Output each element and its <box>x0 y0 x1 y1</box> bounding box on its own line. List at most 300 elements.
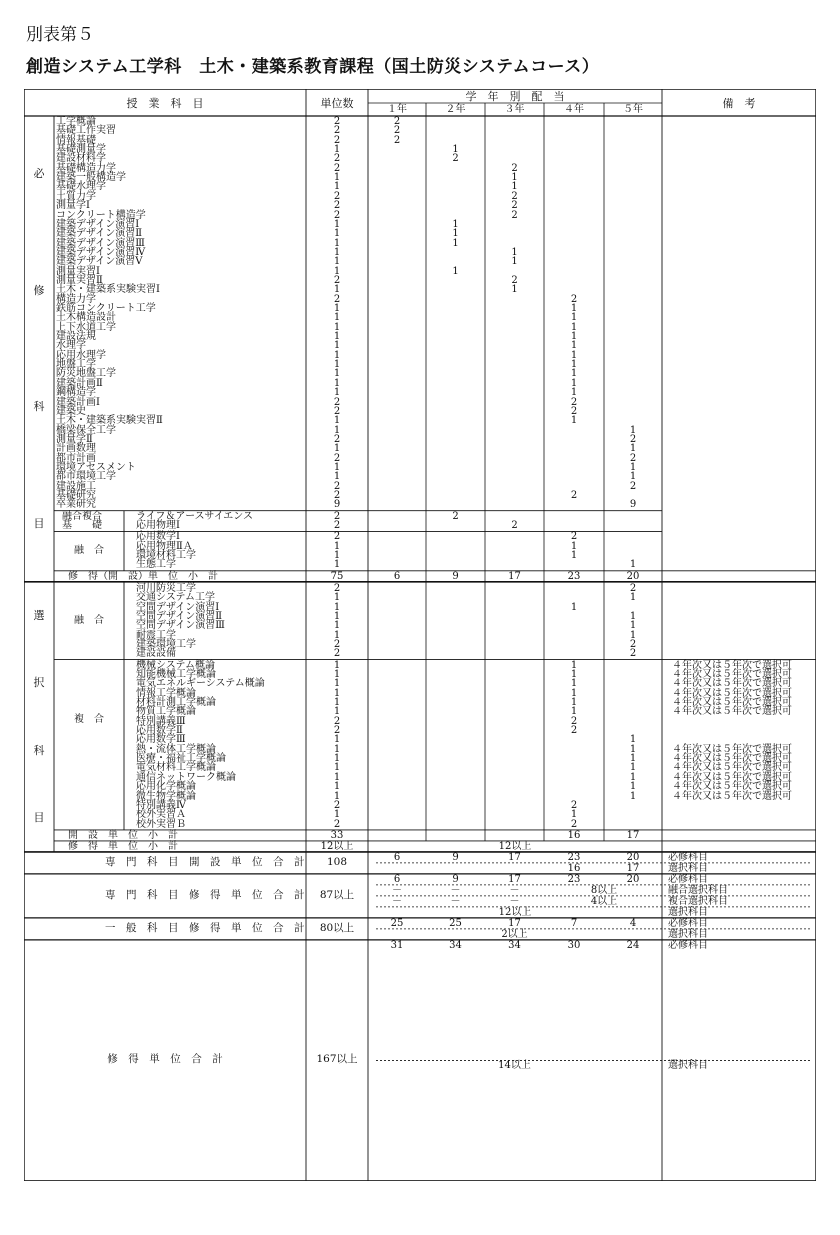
section-label-elective-1: 択 <box>33 676 45 690</box>
year-cell-y3: 2 <box>511 162 518 174</box>
total-grand-line2-y3: 14以上 <box>498 1060 531 1072</box>
credit-cell: 2 <box>333 162 341 174</box>
subject-name: 工学概論 <box>56 116 96 127</box>
subject-name: 建設法規 <box>56 331 96 343</box>
total-grand-line2-note: 選択科目 <box>668 1060 708 1072</box>
year-cell-y4: 1 <box>570 303 578 314</box>
subject-name: ライフ＆アースサイエンス <box>136 510 253 522</box>
total-senmon_earn-line1-y4: 23 <box>567 873 581 885</box>
credit-cell: 2 <box>333 405 341 417</box>
total-credits-grand: 167以上 <box>316 1053 358 1066</box>
year-cell-y5: 1 <box>629 592 637 604</box>
section-label-required-0: 必 <box>33 167 45 181</box>
year-cell-y1: 2 <box>393 116 401 127</box>
total-ippan_earn-line1-y2: 25 <box>449 917 462 929</box>
year-cell-y3: 2 <box>511 209 518 221</box>
total-grand-line1-y2: 34 <box>449 939 462 951</box>
subject-name: 測量実習Ⅰ <box>56 265 100 277</box>
credit-cell: 1 <box>333 629 341 641</box>
subject-name: 電気エネルギーシステム概論 <box>136 678 265 690</box>
total-senmon_open-line1-y5: 20 <box>626 851 640 863</box>
year-cell-y4: 1 <box>570 550 578 562</box>
header-year-dist: 学 年 別 配 当 <box>465 90 565 103</box>
year-cell-y4: 1 <box>570 697 578 708</box>
subject-name: 建築史 <box>56 405 86 417</box>
total-grand-line1-y1: 31 <box>390 939 404 951</box>
subject-name: 卒業研究 <box>56 499 96 511</box>
credit-cell: 2 <box>333 715 341 727</box>
credit-cell: 1 <box>333 415 341 427</box>
subject-name: 基礎工作実習 <box>56 125 116 137</box>
year-cell-y3: 2 <box>511 520 518 532</box>
credit-cell: 9 <box>333 499 341 511</box>
year-cell-y5: 1 <box>629 743 637 755</box>
year-cell-y5: 1 <box>629 753 637 765</box>
year-cell-y5: 1 <box>629 771 637 783</box>
total-senmon_earn-line1-y3: 17 <box>508 873 521 885</box>
header-subjects: 授 業 科 目 <box>126 97 204 110</box>
credit-cell: 1 <box>333 687 341 699</box>
year-cell-y5: 1 <box>629 471 637 483</box>
year-cell-y4: 2 <box>570 799 578 811</box>
credit-cell: 2 <box>333 134 341 146</box>
total-senmon_earn-line1-y1: 6 <box>393 873 401 885</box>
year-cell-y5: 1 <box>629 790 637 802</box>
subject-name: 校外実習Ａ <box>136 809 186 821</box>
total-label-senmon_earn: 専 門 科 目 修 得 単 位 合 計 <box>105 888 305 901</box>
subject-name: 鉄筋コンクリート工学 <box>56 303 156 314</box>
credit-cell: 1 <box>333 753 341 765</box>
group-label-fukugo-kiso-2: 基 礎 <box>62 520 102 532</box>
year-cell-y5: 1 <box>629 762 637 774</box>
subject-name: 建築デザイン演習Ⅲ <box>56 237 145 249</box>
subject-name: 通信ネットワーク概論 <box>136 771 236 783</box>
subject-name: 建築デザイン演習Ⅳ <box>56 246 146 258</box>
year-cell-y5: 1 <box>629 734 637 746</box>
credit-cell: 1 <box>333 592 341 604</box>
total-ippan_earn-line2-y3: 2以上 <box>501 928 528 940</box>
year-cell-y5: 2 <box>629 638 637 650</box>
year-cell-y5: 2 <box>629 582 637 594</box>
subject-name: 熱・流体工学概論 <box>136 743 216 755</box>
year-cell-y5: 2 <box>629 433 637 445</box>
credit-cell: 2 <box>333 190 341 202</box>
subject-name: 物質工学概論 <box>136 706 196 718</box>
credit-cell: 2 <box>333 153 341 165</box>
remark-cell: ４年次又は５年次で選択可 <box>672 790 792 802</box>
subject-name: 地盤工学 <box>56 359 96 371</box>
credit-cell: 1 <box>333 706 341 718</box>
year-cell-y4: 2 <box>570 490 578 501</box>
subject-name: 応用物理ⅡＡ <box>136 540 193 552</box>
credit-cell: 2 <box>333 490 341 501</box>
subject-name: 土木・建築系実験実習Ⅱ <box>56 415 163 427</box>
subject-name: 環境アセスメント <box>56 461 136 473</box>
subject-name: 橋梁保全工学 <box>56 424 116 436</box>
subject-name: 基礎構造力学 <box>56 162 116 174</box>
total-ippan_earn-line1-y1: 25 <box>390 917 404 929</box>
subject-name: 鋼構造学 <box>56 387 96 399</box>
header-year-5: ５年 <box>623 104 643 115</box>
credit-cell: 1 <box>333 246 341 258</box>
credit-cell: 1 <box>333 601 341 613</box>
year-cell-y1: 2 <box>393 134 401 146</box>
year-cell-y2: 1 <box>452 144 459 156</box>
subject-name: 測量学Ⅱ <box>56 433 93 445</box>
elective-open-subtotal-y4: 16 <box>567 829 581 841</box>
credit-cell: 1 <box>333 228 341 240</box>
credit-cell: 2 <box>333 200 341 212</box>
total-senmon_earn-line2-y2: － <box>450 884 461 896</box>
credit-cell: 1 <box>333 331 341 343</box>
year-cell-y4: 1 <box>570 415 578 427</box>
credit-cell: 2 <box>333 818 341 830</box>
year-cell-y3: 2 <box>511 200 518 212</box>
credit-cell: 1 <box>333 781 341 793</box>
subject-name: 材料計測工学概論 <box>136 697 216 708</box>
header-credits: 単位数 <box>320 97 354 110</box>
subject-name: 空間デザイン演習Ⅱ <box>136 610 223 622</box>
required-subtotal-y5: 20 <box>626 570 640 582</box>
total-label-ippan_earn: 一 般 科 目 修 得 単 位 合 計 <box>105 921 305 934</box>
subject-name: 水理学 <box>56 340 86 352</box>
year-cell-y4: 2 <box>570 293 578 305</box>
year-cell-y3: 2 <box>511 190 518 202</box>
elective-open-subtotal-y5: 17 <box>626 829 640 841</box>
year-cell-y5: 1 <box>629 610 637 622</box>
subject-name: 環境材料工学 <box>136 550 196 562</box>
curriculum-table <box>24 89 816 1181</box>
credit-cell: 1 <box>333 424 341 436</box>
credit-cell: 2 <box>333 452 341 464</box>
credit-cell: 1 <box>333 697 341 708</box>
subject-name: 計画数理 <box>56 443 96 455</box>
doc-label: 別表第５ <box>26 25 94 45</box>
subject-name: 情報基礎 <box>56 134 96 146</box>
credit-cell: 2 <box>333 799 341 811</box>
total-senmon_earn-line4-span: 12以上 <box>498 906 532 918</box>
subject-name: 測量学Ⅰ <box>56 200 90 212</box>
subject-name: 微生物学概論 <box>136 790 196 802</box>
credit-cell: 1 <box>333 377 341 389</box>
total-senmon_earn-line2-y45: 8以上 <box>590 884 618 896</box>
total-ippan_earn-line1-y5: 4 <box>629 917 637 929</box>
year-cell-y2: 1 <box>452 218 459 230</box>
subject-name: 交通システム工学 <box>136 592 215 604</box>
subject-name: 都市計画 <box>56 452 96 464</box>
year-cell-y4: 1 <box>570 331 578 343</box>
year-cell-y2: 2 <box>452 510 459 522</box>
year-cell-y3: 2 <box>511 274 518 286</box>
total-senmon_earn-line4-note: 選択科目 <box>668 906 708 918</box>
year-cell-y3: 1 <box>511 256 518 268</box>
year-cell-y4: 1 <box>570 601 578 613</box>
year-cell-y3: 1 <box>511 246 518 258</box>
subject-name: 応用物理Ⅰ <box>136 520 180 532</box>
remark-cell: ４年次又は５年次で選択可 <box>672 668 792 680</box>
group-label-elective-fukugo: 複 合 <box>74 713 104 725</box>
credit-cell: 2 <box>333 531 341 543</box>
subject-name: 建築環境工学 <box>136 638 196 650</box>
credit-cell: 1 <box>333 144 341 156</box>
total-ippan_earn-line1-y4: 7 <box>570 917 578 929</box>
total-grand-line1-y3: 34 <box>508 939 521 951</box>
required-subtotal-label: 修 得（開 設）単 位 小 計 <box>68 570 218 582</box>
total-senmon_earn-line3-y45: 4以上 <box>590 895 618 907</box>
doc-title: 創造システム工学科 土木・建築系教育課程（国土防災システムコース） <box>26 57 600 77</box>
credit-cell: 1 <box>333 540 341 552</box>
section-label-elective-3: 目 <box>33 811 45 825</box>
subject-name: 応用数学Ⅰ <box>136 531 180 543</box>
total-senmon_open-line1-y1: 6 <box>393 851 401 863</box>
subject-name: 土質力学 <box>56 190 96 202</box>
credit-cell: 1 <box>333 387 341 399</box>
remark-cell: ４年次又は５年次で選択可 <box>672 762 792 774</box>
elective-earn-subtotal-label: 修 得 単 位 小 計 <box>68 840 178 852</box>
credit-cell: 1 <box>333 461 341 473</box>
header-remarks: 備 考 <box>722 97 756 110</box>
year-cell-y2: 2 <box>452 153 459 165</box>
credit-cell: 1 <box>333 743 341 755</box>
total-senmon_earn-line2-y3: － <box>509 884 520 896</box>
subject-name: 耐震工学 <box>136 629 176 641</box>
credit-cell: 2 <box>333 116 341 127</box>
total-grand-line1-y4: 30 <box>567 939 581 951</box>
year-cell-y4: 2 <box>570 725 578 737</box>
group-label-elective-yugo: 融 合 <box>74 614 104 626</box>
credit-cell: 2 <box>333 293 341 305</box>
subject-name: 基礎研究 <box>56 490 96 501</box>
remark-cell: ４年次又は５年次で選択可 <box>672 781 792 793</box>
section-label-required-1: 修 <box>33 283 45 297</box>
remark-cell: ４年次又は５年次で選択可 <box>672 771 792 783</box>
remark-cell: ４年次又は５年次で選択可 <box>672 706 792 718</box>
credit-cell: 2 <box>333 480 341 492</box>
total-senmon_earn-line2-note: 融合選択科目 <box>668 884 728 896</box>
credit-cell: 1 <box>333 284 341 296</box>
group-label-yugo: 融 合 <box>74 545 104 557</box>
required-subtotal-y1: 6 <box>393 570 401 582</box>
credit-cell: 1 <box>333 659 341 671</box>
year-cell-y2: 1 <box>452 228 459 240</box>
total-label-grand: 修 得 単 位 合 計 <box>107 1053 223 1066</box>
subject-name: 構造力学 <box>56 293 96 305</box>
subject-name: 建築一般構造学 <box>56 172 126 184</box>
total-credits-ippan_earn: 80以上 <box>319 921 355 934</box>
group-label-fukugo-kiso: 融合複合 <box>62 510 102 522</box>
year-cell-y3: 1 <box>511 172 518 184</box>
credit-cell: 1 <box>333 762 341 774</box>
section-label-elective-0: 選 <box>33 608 45 622</box>
credit-cell: 2 <box>333 725 341 737</box>
year-cell-y1: 2 <box>393 125 401 137</box>
credit-cell: 1 <box>333 265 341 277</box>
total-senmon_open-line2-y4: 16 <box>567 862 581 874</box>
credit-cell: 1 <box>333 559 341 571</box>
year-cell-y4: 1 <box>570 340 578 352</box>
total-grand-line1-y5: 24 <box>626 939 640 951</box>
required-subtotal-y3: 17 <box>508 570 521 582</box>
total-senmon_open-line2-y5: 17 <box>626 862 640 874</box>
total-senmon_earn-line1-y5: 20 <box>626 873 640 885</box>
total-credits-senmon_open: 108 <box>326 855 348 868</box>
year-cell-y5: 1 <box>629 559 637 571</box>
subject-name: 建築計画Ⅱ <box>56 377 103 389</box>
credit-cell: 2 <box>333 638 341 650</box>
subject-name: 生態工学 <box>136 559 176 571</box>
total-senmon_earn-line1-y2: 9 <box>452 873 459 885</box>
subject-name: 医療・福祉工学概論 <box>136 753 226 765</box>
year-cell-y4: 2 <box>570 396 578 408</box>
credit-cell: 1 <box>333 321 341 333</box>
total-senmon_earn-line1-note: 必修科目 <box>668 873 708 885</box>
year-cell-y4: 1 <box>570 359 578 371</box>
elective-open-subtotal-label: 開 設 単 位 小 計 <box>68 829 178 841</box>
year-cell-y4: 2 <box>570 531 578 543</box>
year-cell-y2: 1 <box>452 265 459 277</box>
credit-cell: 1 <box>333 218 341 230</box>
total-senmon_earn-line3-y3: － <box>509 895 520 907</box>
year-cell-y4: 1 <box>570 349 578 361</box>
credit-cell: 1 <box>333 550 341 562</box>
remark-cell: ４年次又は５年次で選択可 <box>672 753 792 765</box>
total-senmon_open-line1-y3: 17 <box>508 851 521 863</box>
credit-cell: 1 <box>333 668 341 680</box>
subject-name: 都市環境工学 <box>56 471 116 483</box>
subject-name: 空間デザイン演習Ⅲ <box>136 620 225 632</box>
subject-name: 建築デザイン演習Ⅴ <box>56 256 143 268</box>
year-cell-y3: 1 <box>511 181 518 193</box>
subject-name: 機械システム概論 <box>136 659 215 671</box>
total-ippan_earn-line1-y3: 17 <box>508 917 521 929</box>
year-cell-y5: 2 <box>629 648 637 660</box>
credit-cell: 1 <box>333 349 341 361</box>
year-cell-y5: 1 <box>629 461 637 473</box>
subject-name: 土木・建築系実験実習Ⅰ <box>56 284 160 296</box>
year-cell-y4: 2 <box>570 818 578 830</box>
total-senmon_earn-line3-note: 複合選択科目 <box>668 895 728 907</box>
subject-name: 上下水道工学 <box>56 321 116 333</box>
subject-name: 基礎測量学 <box>56 144 106 156</box>
subject-name: 校外実習Ｂ <box>136 818 186 830</box>
subject-name: 応用化学概論 <box>136 781 196 793</box>
year-cell-y4: 1 <box>570 540 578 552</box>
year-cell-y4: 1 <box>570 809 578 821</box>
header-year-4: ４年 <box>564 104 584 115</box>
credit-cell: 1 <box>333 443 341 455</box>
subject-name: 測量実習Ⅱ <box>56 274 103 286</box>
subject-name: 建設材料学 <box>56 153 106 165</box>
credit-cell: 1 <box>333 471 341 483</box>
total-senmon_open-line2-note: 選択科目 <box>668 862 708 874</box>
header-year-2: ２年 <box>445 104 466 115</box>
year-cell-y4: 1 <box>570 678 578 690</box>
subject-name: 情報工学概論 <box>136 687 196 699</box>
subject-name: 特別講義Ⅳ <box>136 799 186 811</box>
year-cell-y4: 1 <box>570 668 578 680</box>
subject-name: 電気材料工学概論 <box>136 762 216 774</box>
subject-name: 河川防災工学 <box>136 582 196 594</box>
credit-cell: 1 <box>333 303 341 314</box>
year-cell-y5: 9 <box>629 499 637 511</box>
credit-cell: 1 <box>333 790 341 802</box>
credit-cell: 1 <box>333 771 341 783</box>
year-cell-y5: 1 <box>629 620 637 632</box>
subject-name: 知能機械工学概論 <box>136 668 216 680</box>
total-senmon_open-line1-y4: 23 <box>567 851 581 863</box>
subject-name: 応用水理学 <box>56 349 106 361</box>
year-cell-y5: 1 <box>629 781 637 793</box>
total-senmon_earn-line3-y2: － <box>450 895 461 907</box>
subject-name: 建築計画Ⅰ <box>56 396 100 408</box>
credit-cell: 2 <box>333 274 341 286</box>
credit-cell: 1 <box>333 172 341 184</box>
year-cell-y5: 1 <box>629 443 637 455</box>
subject-name: コンクリート構造学 <box>56 209 146 221</box>
required-subtotal-y4: 23 <box>567 570 581 582</box>
year-cell-y4: 1 <box>570 659 578 671</box>
credit-cell: 2 <box>333 396 341 408</box>
remark-cell: ４年次又は５年次で選択可 <box>672 697 792 708</box>
year-cell-y5: 2 <box>629 480 637 492</box>
subject-name: 応用数学Ⅱ <box>136 725 183 737</box>
credit-cell: 2 <box>333 510 341 522</box>
year-cell-y4: 1 <box>570 312 578 324</box>
required-subtotal-credits: 75 <box>330 570 344 582</box>
total-label-senmon_open: 専 門 科 目 開 設 単 位 合 計 <box>105 855 305 868</box>
year-cell-y4: 1 <box>570 377 578 389</box>
total-grand-line1-note: 必修科目 <box>668 939 708 951</box>
elective-open-subtotal-credits: 33 <box>330 829 344 841</box>
year-cell-y4: 1 <box>570 687 578 699</box>
credit-cell: 1 <box>333 256 341 268</box>
subject-name: 防災地盤工学 <box>56 368 116 380</box>
subject-name: 応用数学Ⅲ <box>136 734 186 746</box>
total-senmon_earn-line2-y1: － <box>392 884 402 896</box>
year-cell-y4: 2 <box>570 715 578 727</box>
subject-name: 基礎水理学 <box>56 181 106 193</box>
year-cell-y4: 1 <box>570 706 578 718</box>
credit-cell: 1 <box>333 237 341 249</box>
year-cell-y5: 2 <box>629 452 637 464</box>
year-cell-y2: 1 <box>452 237 459 249</box>
credit-cell: 2 <box>333 520 341 532</box>
subject-name: 建築デザイン演習Ⅰ <box>56 218 140 230</box>
elective-earn-subtotal-span: 12以上 <box>498 840 532 852</box>
credit-cell: 1 <box>333 620 341 632</box>
year-cell-y4: 1 <box>570 321 578 333</box>
section-label-required-2: 科 <box>33 400 45 414</box>
credit-cell: 1 <box>333 678 341 690</box>
total-ippan_earn-line1-note: 必修科目 <box>668 917 708 929</box>
subject-name: 特別講義Ⅲ <box>136 715 186 727</box>
year-cell-y5: 1 <box>629 424 637 436</box>
year-cell-y5: 1 <box>629 629 637 641</box>
total-senmon_earn-line3-y1: － <box>392 895 402 907</box>
required-subtotal-y2: 9 <box>452 570 459 582</box>
remark-cell: ４年次又は５年次で選択可 <box>672 659 792 671</box>
header-year-3: ３年 <box>504 104 525 115</box>
year-cell-y3: 1 <box>511 284 518 296</box>
credit-cell: 2 <box>333 125 341 137</box>
credit-cell: 1 <box>333 610 341 622</box>
credit-cell: 1 <box>333 734 341 746</box>
year-cell-y4: 2 <box>570 405 578 417</box>
section-label-elective-2: 科 <box>33 743 45 757</box>
credit-cell: 2 <box>333 433 341 445</box>
year-cell-y4: 1 <box>570 368 578 380</box>
total-senmon_open-line1-y2: 9 <box>452 851 459 863</box>
